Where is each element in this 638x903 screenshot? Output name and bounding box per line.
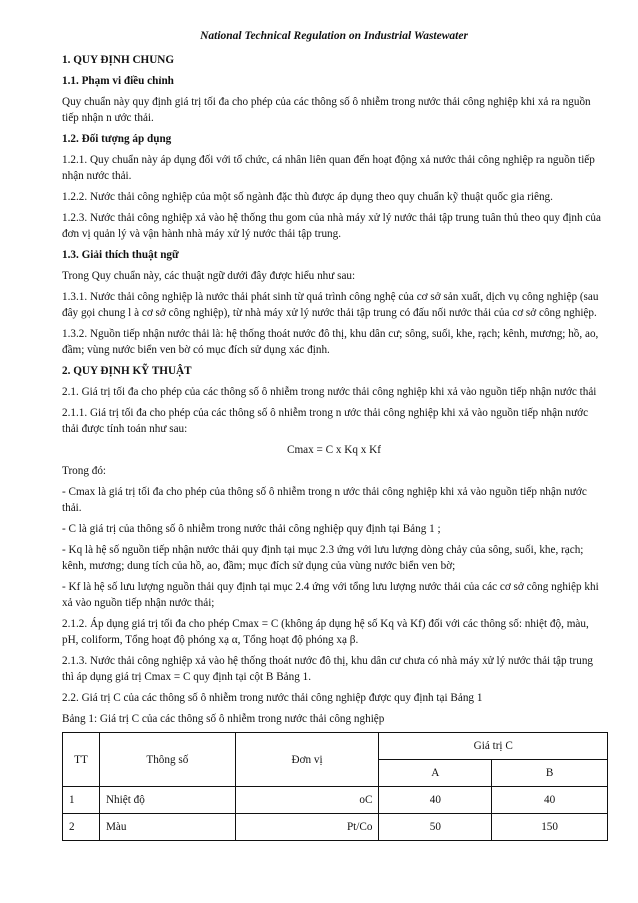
- row-b: 150: [492, 814, 608, 841]
- header-unit: Đơn vị: [235, 733, 379, 787]
- section-1-2-1: 1.2.1. Quy chuẩn này áp dụng đối với tổ chức, cá nhân liên quan đến hoạt động xả nước thải công nghiệp ra nguồn tiếp nhận nước thải.: [62, 154, 595, 182]
- table-row: [63, 787, 608, 814]
- row-param: Màu: [99, 814, 235, 841]
- row-tt: 2: [63, 814, 100, 841]
- pollutant-table: [62, 732, 608, 841]
- row-unit: Pt/Co: [235, 814, 379, 841]
- section-2-1-1: 2.1.1. Giá trị tối đa cho phép của các thông số ô nhiễm trong n ước thải công nghiệp khi xả vào nguồn tiếp nhận nước thải được tính toán như sau:: [62, 407, 589, 435]
- row-b: 40: [492, 787, 608, 814]
- header-param: Thông số: [99, 733, 235, 787]
- row-a: 40: [379, 787, 492, 814]
- definition-kf: - Kf là hệ số lưu lượng nguồn thải quy định tại mục 2.4 ứng với tổng lưu lượng nước thải của các cơ sở công nghiệp khi xả vào nguồn tiếp nhận nước thải;: [62, 581, 599, 609]
- section-2-title: 2. QUY ĐỊNH KỸ THUẬT: [62, 365, 192, 377]
- page-header: National Technical Regulation on Industrial Wastewater: [200, 30, 468, 42]
- section-1-3-intro: Trong Quy chuẩn này, các thuật ngữ dưới đây được hiểu như sau:: [62, 270, 356, 282]
- section-2-2: 2.2. Giá trị C của các thông số ô nhiễm trong nước thải công nghiệp được quy định tại Bảng 1: [62, 692, 483, 704]
- section-1-3-2: 1.3.2. Nguồn tiếp nhận nước thải là: hệ thống thoát nước đô thị, khu dân cư; sông, suối, khe, rạch; kênh, mương; hồ, ao, đầm; vùng nước biển ven bờ có mục đích sử dụng xác định.: [62, 328, 599, 356]
- section-1-1-title: 1.1. Phạm vi điều chỉnh: [62, 75, 174, 87]
- section-2-1-2: 2.1.2. Áp dụng giá trị tối đa cho phép Cmax = C (không áp dụng hệ số Kq và Kf) đối với các thông số: nhiệt độ, màu, pH, coliform, Tổng hoạt độ phóng xạ α, Tổng hoạt độ phóng xạ β.: [62, 618, 589, 646]
- table-header-row: [63, 733, 608, 760]
- header-b: B: [492, 760, 608, 787]
- section-1-3-title: 1.3. Giải thích thuật ngữ: [62, 249, 179, 261]
- section-1-3-1: 1.3.1. Nước thải công nghiệp là nước thải phát sinh từ quá trình công nghệ của cơ sở sản xuất, dịch vụ công nghiệp (sau đây gọi chung l à cơ sở công nghiệp), từ nhà máy xử lý nước thải tập trung có đấu nối nước thải của cơ sở công nghiệp.: [62, 291, 599, 319]
- row-unit: oC: [235, 787, 379, 814]
- section-2-1-3: 2.1.3. Nước thải công nghiệp xả vào hệ thống thoát nước đô thị, khu dân cư chưa có nhà máy xử lý nước thải tập trung thì áp dụng giá trị Cmax = C quy định tại cột B Bảng 1.: [62, 655, 594, 683]
- section-2-1: 2.1. Giá trị tối đa cho phép của các thông số ô nhiễm trong nước thải công nghiệp khi xả vào nguồn tiếp nhận nước thải: [62, 386, 597, 398]
- table-row: [63, 814, 608, 841]
- section-1-1-text: Quy chuẩn này quy định giá trị tối đa cho phép của các thông số ô nhiễm trong nước thải công nghiệp khi xả ra nguồn tiếp nhận n ước thải.: [62, 96, 591, 124]
- header-value: Giá trị C: [379, 733, 608, 760]
- document-page: [62, 28, 606, 841]
- row-param: Nhiệt độ: [99, 787, 235, 814]
- definition-kq: - Kq là hệ số nguồn tiếp nhận nước thải quy định tại mục 2.3 ứng với lưu lượng dòng chảy của sông, suối, khe, rạch; kênh, mương; dung tích của hồ, ao, đầm; mục đích sử dụng của vùng nước biển ven bờ;: [62, 544, 584, 572]
- row-tt: 1: [63, 787, 100, 814]
- table-caption: Bảng 1: Giá trị C của các thông số ô nhiễm trong nước thải công nghiệp: [62, 713, 385, 725]
- header-tt: TT: [63, 733, 100, 787]
- definition-cmax: - Cmax là giá trị tối đa cho phép của thông số ô nhiễm trong n ước thải công nghiệp khi xả vào nguồn tiếp nhận nước thải.: [62, 486, 587, 514]
- section-1-2-3: 1.2.3. Nước thải công nghiệp xả vào hệ thống thu gom của nhà máy xử lý nước thải tập trung tuân thủ theo quy định của đơn vị quản lý và vận hành nhà máy xử lý nước thải tập trung.: [62, 212, 601, 240]
- section-1-2-title: 1.2. Đối tượng áp dụng: [62, 133, 172, 145]
- section-1-2-2: 1.2.2. Nước thải công nghiệp của một số ngành đặc thù được áp dụng theo quy chuẩn kỹ thuật quốc gia riêng.: [62, 191, 553, 203]
- definition-c: - C là giá trị của thông số ô nhiễm trong nước thải công nghiệp quy định tại Bảng 1 ;: [62, 523, 441, 535]
- header-a: A: [379, 760, 492, 787]
- formula: Cmax = C x Kq x Kf: [287, 444, 381, 456]
- trong-do-label: Trong đó:: [62, 465, 107, 477]
- row-a: 50: [379, 814, 492, 841]
- section-1-title: 1. QUY ĐỊNH CHUNG: [62, 54, 175, 66]
